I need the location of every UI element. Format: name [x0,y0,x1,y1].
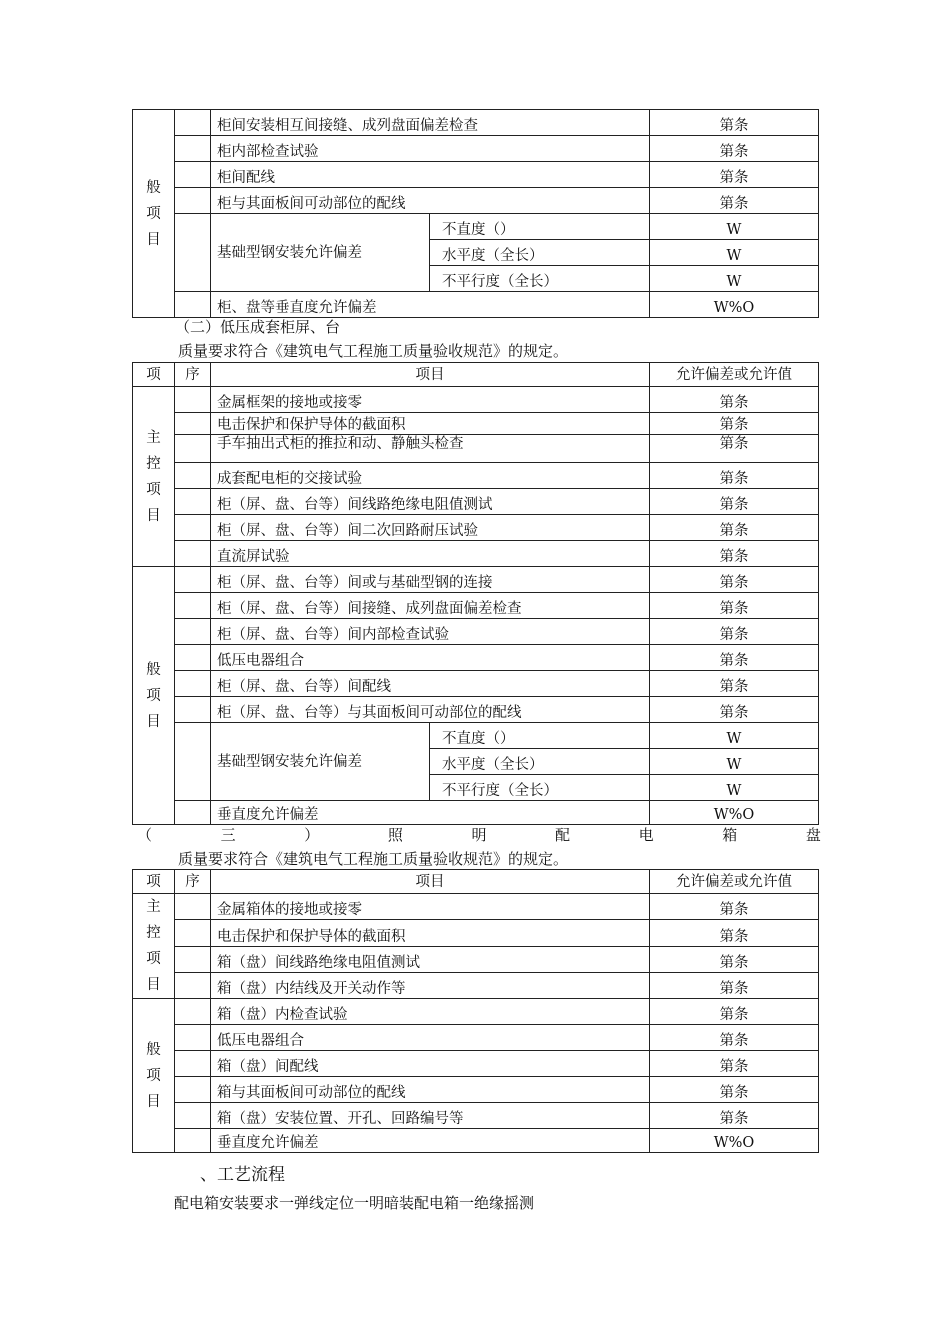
item-cell: 柜内部检查试验 [211,136,650,162]
value-cell: 第条 [650,162,819,188]
seq-cell [175,214,211,292]
value-cell: 第条 [650,593,819,619]
table-row [133,619,819,645]
value-cell: 第条 [650,463,819,489]
seq-cell [175,162,211,188]
seq-cell [175,463,211,489]
seq-cell [175,515,211,541]
value-cell: W [650,749,819,775]
value-cell: 第条 [650,489,819,515]
value-cell: 第条 [650,999,819,1025]
basis-steel-label: 基础型钢安装允许偏差 [211,214,430,292]
value-cell: 第条 [650,894,819,920]
value-cell: 第条 [650,645,819,671]
item-cell: 低压电器组合 [211,1025,650,1051]
table-row [133,292,819,318]
header-col-item: 项目 [211,870,650,894]
sub-item-cell: 不平行度（全长） [430,266,650,292]
seq-cell [175,1103,211,1129]
value-cell: 第条 [650,920,819,946]
seq-cell [175,188,211,214]
table-row [133,435,819,463]
item-cell: 垂直度允许偏差 [211,1129,650,1153]
value-cell: W [650,214,819,240]
category-general: 般 项 目 [133,110,175,318]
seq-cell [175,801,211,825]
table-row [133,1129,819,1153]
seq-cell [175,413,211,435]
process-text: 配电箱安装要求一弹线定位一明暗装配电箱一绝缘摇测 [174,1194,535,1212]
seq-cell [175,894,211,920]
table-row [133,972,819,998]
sub-item-cell: 不直度（） [430,214,650,240]
seq-cell [175,1025,211,1051]
item-cell: 柜（屏、盘、台等）间二次回路耐压试验 [211,515,650,541]
seq-cell [175,567,211,593]
sub-item-cell: 水平度（全长） [430,240,650,266]
table-row [133,387,819,413]
table-row [133,1051,819,1077]
seq-cell [175,541,211,567]
seq-cell [175,723,211,801]
header-col-allowance: 允许偏差或允许值 [650,363,819,387]
seq-cell [175,999,211,1025]
item-cell: 箱与其面板间可动部位的配线 [211,1077,650,1103]
seq-cell [175,435,211,463]
process-heading: 、工艺流程 [200,1165,285,1185]
item-cell: 箱（盘）内检查试验 [211,999,650,1025]
seq-cell [175,972,211,998]
table-row [133,489,819,515]
table-row [133,1077,819,1103]
value-cell: 第条 [650,671,819,697]
table-row [133,894,819,920]
item-cell: 柜间安装相互间接缝、成列盘面偏差检查 [211,110,650,136]
table-row [133,567,819,593]
category-general: 般 项 目 [133,567,175,825]
table-header-row [133,363,819,387]
value-cell: W%O [650,292,819,318]
table-general-items-high-voltage [132,109,819,318]
value-cell: 第条 [650,515,819,541]
table-row [133,541,819,567]
item-cell: 金属箱体的接地或接零 [211,894,650,920]
value-cell: 第条 [650,1077,819,1103]
table-row [133,188,819,214]
value-cell: 第条 [650,1025,819,1051]
seq-cell [175,1051,211,1077]
value-cell: 第条 [650,567,819,593]
item-cell: 电击保护和保护导体的截面积 [211,413,650,435]
value-cell: 第条 [650,619,819,645]
basis-steel-label: 基础型钢安装允许偏差 [211,723,430,801]
item-cell: 垂直度允许偏差 [211,801,650,825]
table-row [133,645,819,671]
value-cell: 第条 [650,972,819,998]
item-cell: 柜、盘等垂直度允许偏差 [211,292,650,318]
value-cell: W [650,723,819,749]
item-cell: 低压电器组合 [211,645,650,671]
table-row [133,946,819,972]
table-row [133,413,819,435]
value-cell: 第条 [650,188,819,214]
seq-cell [175,110,211,136]
value-cell: W [650,775,819,801]
value-cell: 第条 [650,697,819,723]
header-col-seq: 序 [175,363,211,387]
item-cell: 箱（盘）安装位置、开孔、回路编号等 [211,1103,650,1129]
category-main-control: 主 控 项 目 [133,894,175,999]
table-row [133,463,819,489]
header-col-seq: 序 [175,870,211,894]
value-cell: W [650,240,819,266]
table-row [133,920,819,946]
table-row [133,136,819,162]
sub-item-cell: 不直度（） [430,723,650,749]
table-row [133,593,819,619]
value-cell: 第条 [650,541,819,567]
header-col-item: 项目 [211,363,650,387]
seq-cell [175,619,211,645]
seq-cell [175,489,211,515]
seq-cell [175,671,211,697]
table-row [133,214,819,240]
item-cell: 柜（屏、盘、台等）与其面板间可动部位的配线 [211,697,650,723]
sub-item-cell: 不平行度（全长） [430,775,650,801]
seq-cell [175,645,211,671]
seq-cell [175,697,211,723]
seq-cell [175,136,211,162]
table-row [133,801,819,825]
seq-cell [175,593,211,619]
sub-item-cell: 水平度（全长） [430,749,650,775]
seq-cell [175,1129,211,1153]
value-cell: W%O [650,801,819,825]
seq-cell [175,946,211,972]
header-col-item-type: 项 [133,363,175,387]
item-cell: 柜（屏、盘、台等）间或与基础型钢的连接 [211,567,650,593]
table-row [133,723,819,749]
item-cell: 箱（盘）内结线及开关动作等 [211,972,650,998]
category-main-control: 主 控 项 目 [133,387,175,567]
item-cell: 成套配电柜的交接试验 [211,463,650,489]
table-row [133,1103,819,1129]
item-cell: 手车抽出式柜的推拉和动、静触头检查 [211,435,650,463]
header-col-allowance: 允许偏差或允许值 [650,870,819,894]
table-lighting-distribution-box [132,869,819,1153]
seq-cell [175,1077,211,1103]
value-cell: W%O [650,1129,819,1153]
value-cell: 第条 [650,387,819,413]
item-cell: 直流屏试验 [211,541,650,567]
item-cell: 柜与其面板间可动部位的配线 [211,188,650,214]
quality-requirement: 质量要求符合《建筑电气工程施工质量验收规范》的规定。 [178,850,569,868]
value-cell: 第条 [650,946,819,972]
table-row [133,999,819,1025]
item-cell: 柜（屏、盘、台等）间配线 [211,671,650,697]
item-cell: 柜间配线 [211,162,650,188]
value-cell: 第条 [650,413,819,435]
table-row [133,110,819,136]
item-cell: 柜（屏、盘、台等）间接缝、成列盘面偏差检查 [211,593,650,619]
category-general: 般 项 目 [133,999,175,1153]
value-cell: 第条 [650,110,819,136]
table-row [133,697,819,723]
item-cell: 柜（屏、盘、台等）间内部检查试验 [211,619,650,645]
seq-cell [175,920,211,946]
table-low-voltage-cabinet [132,362,819,825]
item-cell: 箱（盘）间线路绝缘电阻值测试 [211,946,650,972]
value-cell: 第条 [650,136,819,162]
table-row [133,515,819,541]
section-title-lighting-box: （ 三 ） 照 明 配 电 箱 盘 [137,826,821,844]
value-cell: W [650,266,819,292]
item-cell: 电击保护和保护导体的截面积 [211,920,650,946]
table-header-row [133,870,819,894]
quality-requirement: 质量要求符合《建筑电气工程施工质量验收规范》的规定。 [178,342,569,360]
header-col-item-type: 项 [133,870,175,894]
table-row [133,162,819,188]
item-cell: 金属框架的接地或接零 [211,387,650,413]
table-row [133,671,819,697]
item-cell: 箱（盘）间配线 [211,1051,650,1077]
value-cell: 第条 [650,435,819,463]
value-cell: 第条 [650,1051,819,1077]
value-cell: 第条 [650,1103,819,1129]
table-row [133,1025,819,1051]
item-cell: 柜（屏、盘、台等）间线路绝缘电阻值测试 [211,489,650,515]
seq-cell [175,292,211,318]
seq-cell [175,387,211,413]
section-title-low-voltage: （二）低压成套柜屏、台 [175,318,341,336]
